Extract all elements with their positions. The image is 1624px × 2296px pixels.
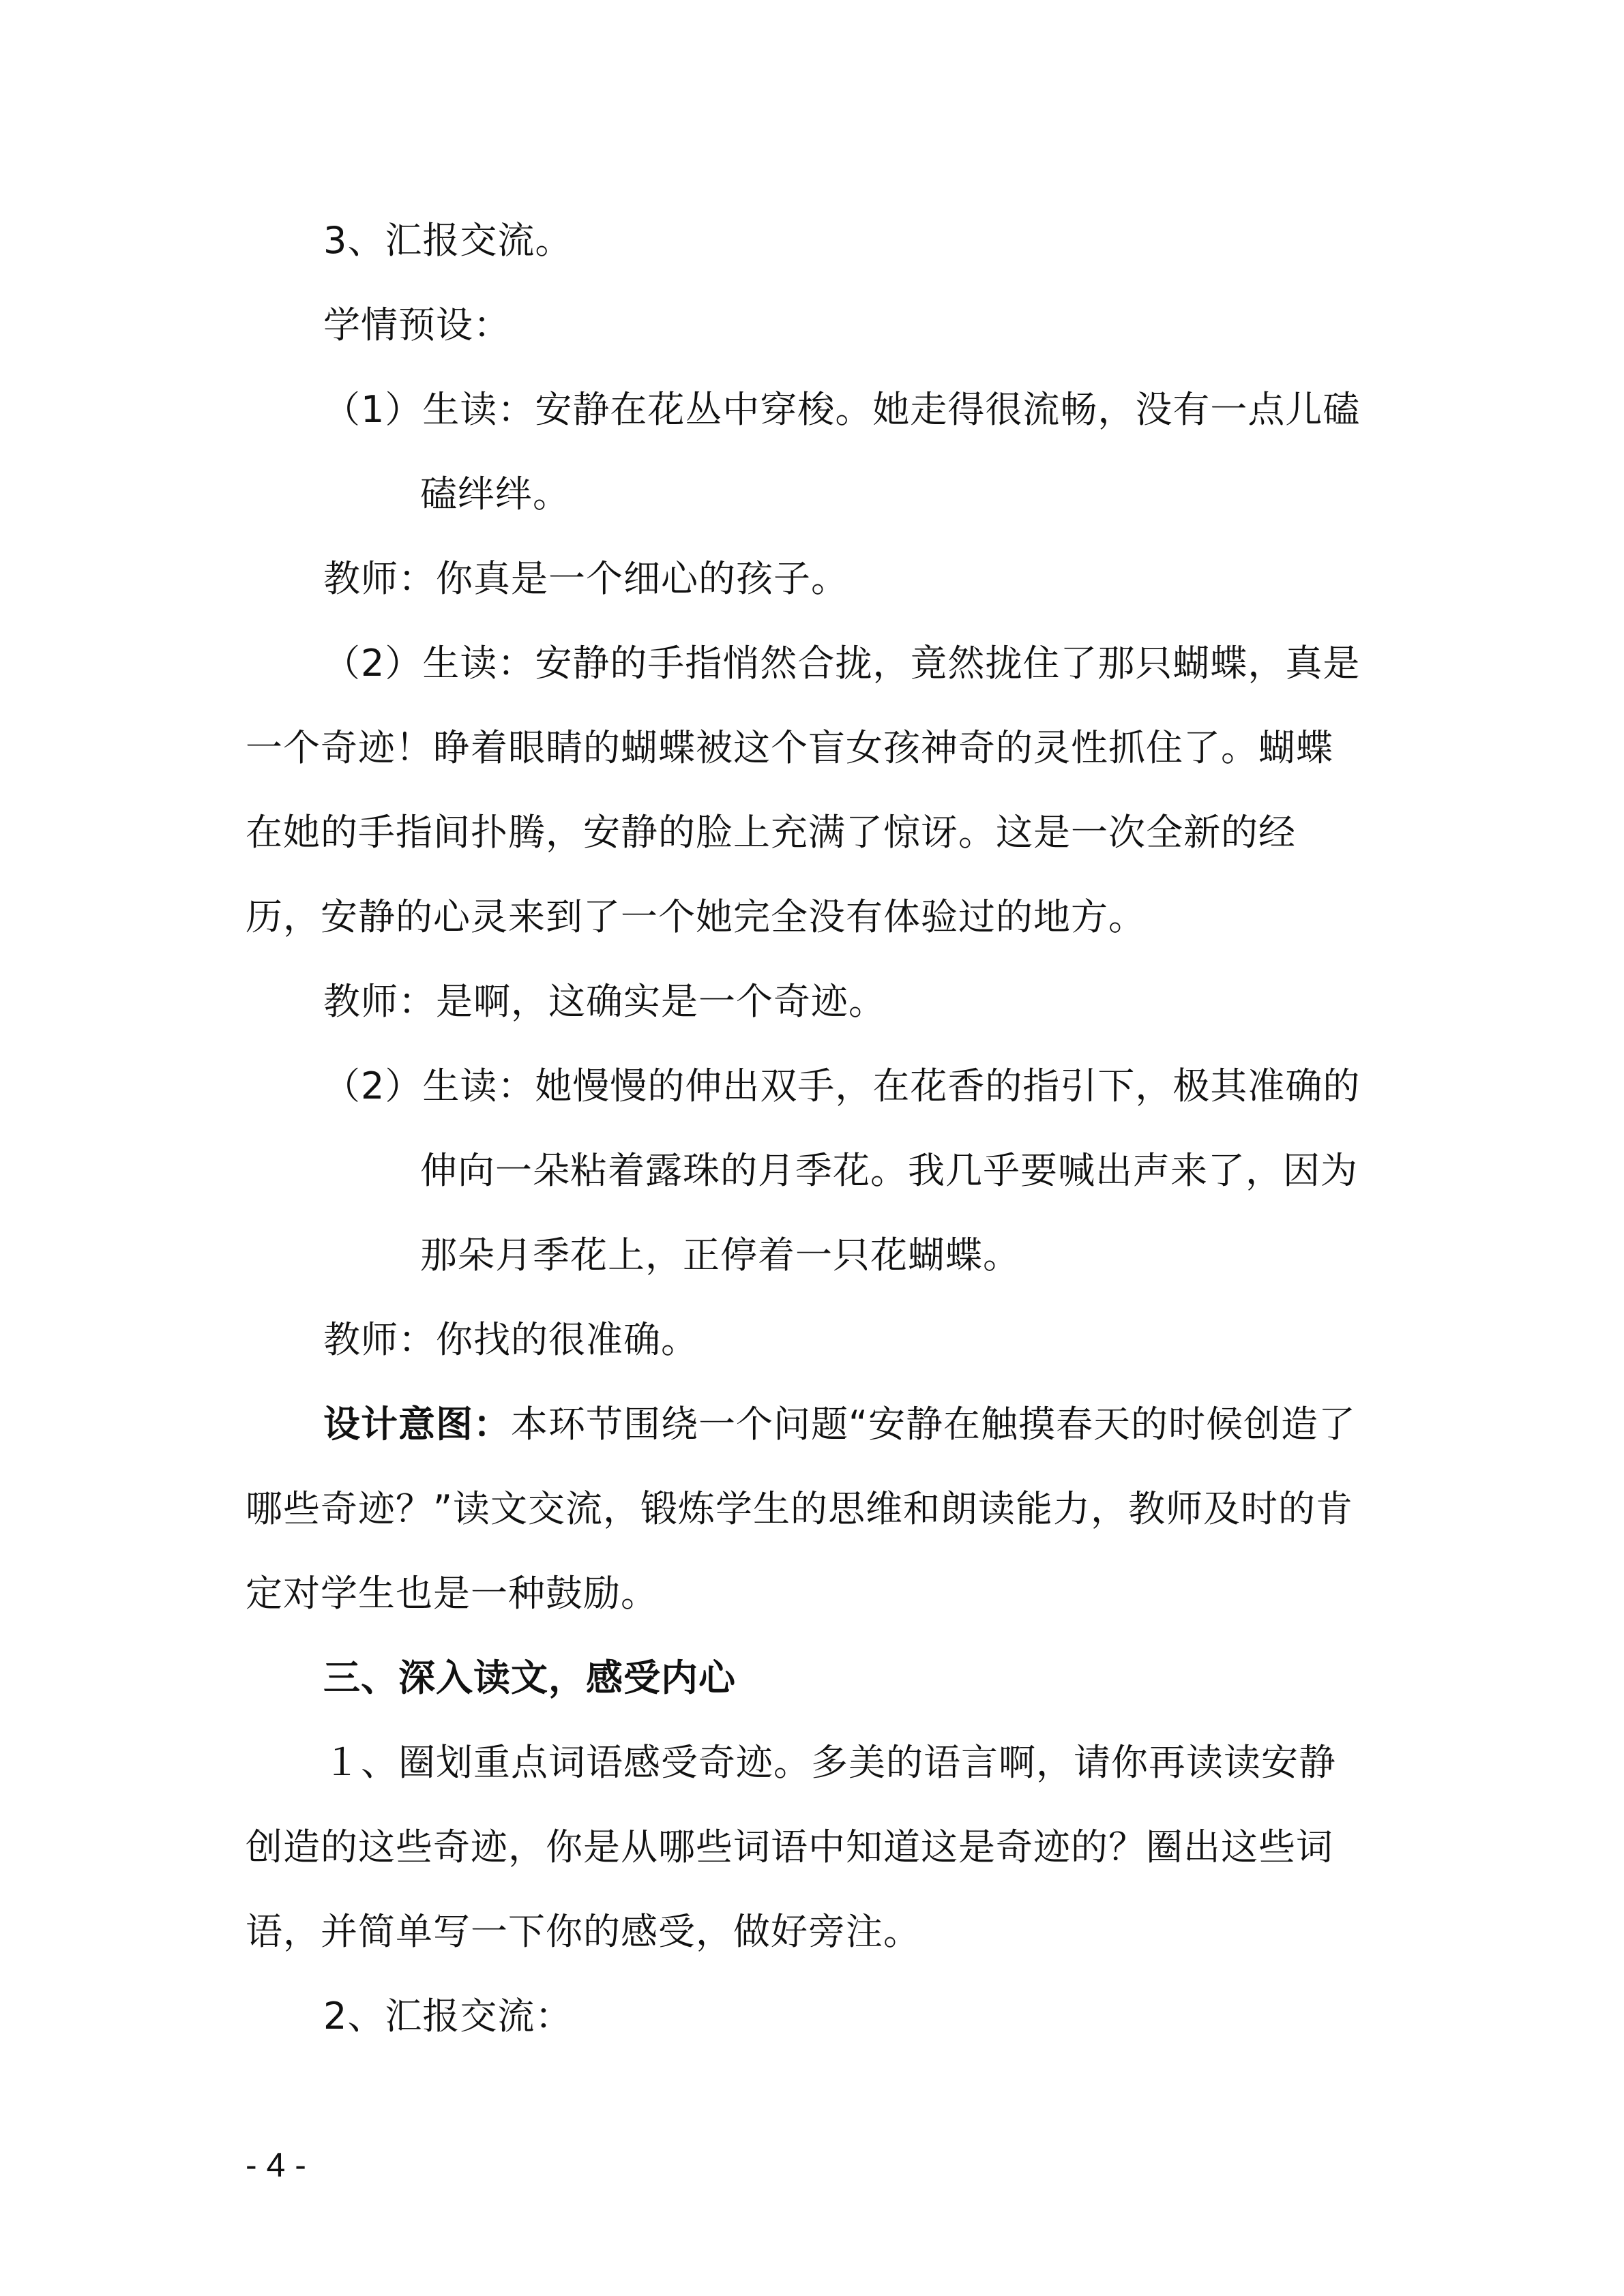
line-2: 学情预设： xyxy=(323,303,511,346)
line-10: 教师：是啊，这确实是一个奇迹。 xyxy=(323,980,886,1023)
line-15 xyxy=(323,1401,1356,1448)
section-heading: 三、深入读文，感受内心 xyxy=(323,1656,736,1699)
design-intent-label: 设计意图： xyxy=(323,1403,511,1446)
line-11: （2）生读：她慢慢的伸出双手，在花香的指引下，极其准确的 xyxy=(323,1064,1361,1107)
line-12: 伸向一朵粘着露珠的月季花。我几乎要喊出声来了，因为 xyxy=(420,1149,1358,1192)
line-17: 定对学生也是一种鼓励。 xyxy=(246,1572,658,1615)
line-13: 那朵月季花上，正停着一只花蝴蝶。 xyxy=(420,1234,1020,1277)
line-6: （2）生读：安静的手指悄然合拢，竟然拢住了那只蝴蝶，真是 xyxy=(323,642,1361,685)
page-number: - 4 - xyxy=(246,2146,306,2184)
line-5: 教师：你真是一个细心的孩子。 xyxy=(323,557,848,600)
design-intent-text: 本环节围绕一个问题“安静在触摸春天的时候创造了 xyxy=(511,1403,1356,1446)
line-8: 在她的手指间扑腾，安静的脸上充满了惊讶。这是一次全新的经 xyxy=(246,811,1296,854)
line-14: 教师：你找的很准确。 xyxy=(323,1318,698,1361)
line-20: 创造的这些奇迹，你是从哪些词语中知道这是奇迹的？圈出这些词 xyxy=(246,1825,1333,1868)
line-21: 语，并简单写一下你的感受，做好旁注。 xyxy=(246,1910,921,1953)
line-1: 3、汇报交流。 xyxy=(323,219,573,262)
line-7: 一个奇迹！睁着眼睛的蝴蝶被这个盲女孩神奇的灵性抓住了。蝴蝶 xyxy=(246,726,1333,769)
line-19: １、圈划重点词语感受奇迹。多美的语言啊，请你再读读安静 xyxy=(323,1741,1336,1784)
line-3: （1）生读：安静在花丛中穿梭。她走得很流畅，没有一点儿磕 xyxy=(323,388,1361,431)
line-4: 磕绊绊。 xyxy=(420,473,570,516)
line-16: 哪些奇迹？”读文交流，锻炼学生的思维和朗读能力，教师及时的肯 xyxy=(246,1487,1353,1530)
line-9: 历，安静的心灵来到了一个她完全没有体验过的地方。 xyxy=(246,895,1146,938)
line-22: 2、汇报交流： xyxy=(323,1995,573,2038)
